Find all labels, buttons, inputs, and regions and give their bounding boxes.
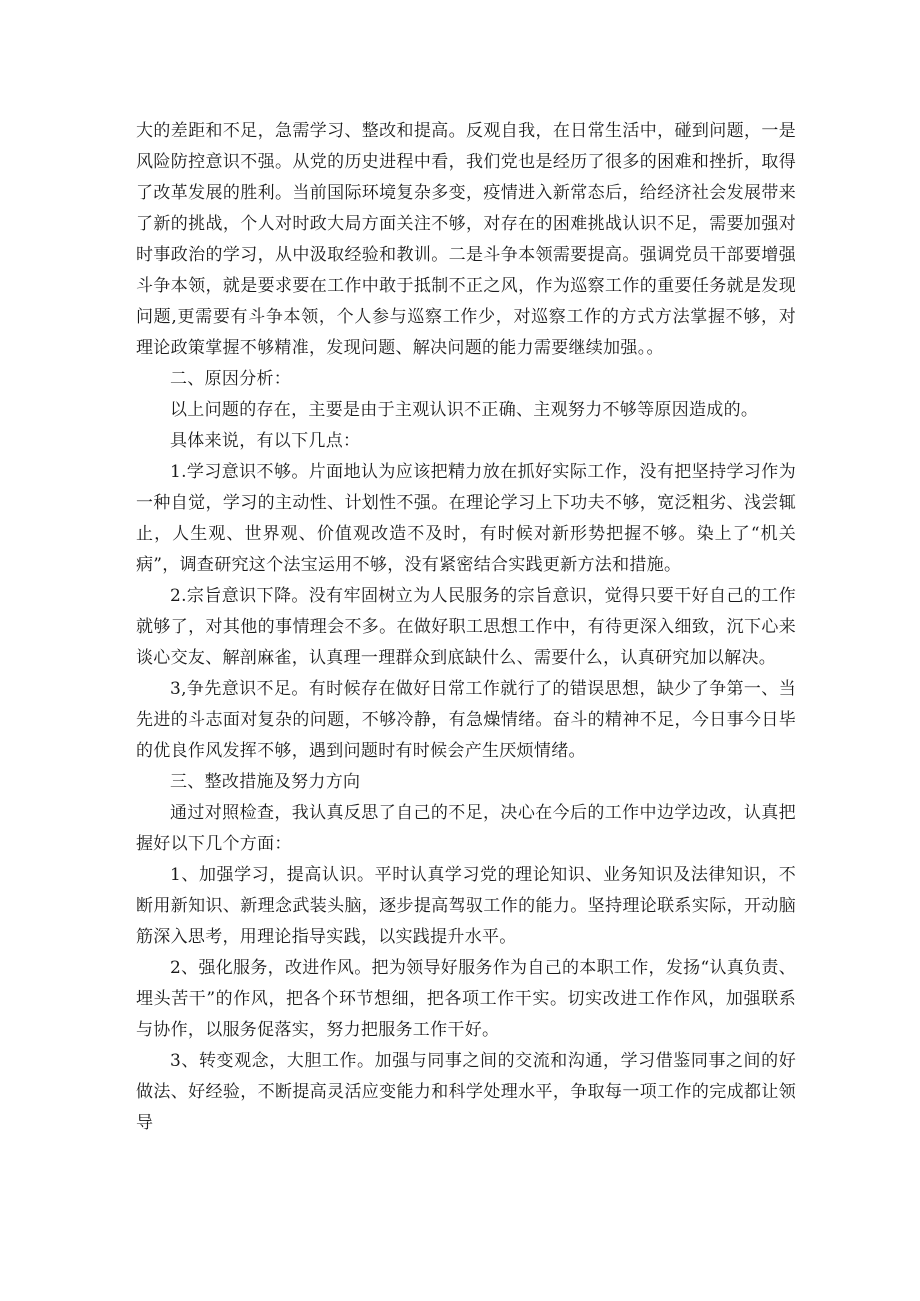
- section-heading-cause-analysis: 二、原因分析：: [170, 369, 292, 389]
- paragraph-striving-awareness: 3,争先意识不足。有时候存在做好日常工作就行了的错误思想，缺少了争第一、当先进的斗志面对复杂的问题，不够冷静，有急燥情绪。奋斗的精神不足，今日事今日毕的优良作风发挥不够，遇到问题时有时候会产生厌烦情绪。: [136, 679, 796, 761]
- paragraph-rectification-intro: 通过对照检查，我认真反思了自己的不足，决心在今后的工作中边学边改，认真把握好以下几个方面：: [136, 803, 796, 854]
- paragraph-strengthen-learning: 1、加强学习，提高认识。平时认真学习党的理论知识、业务知识及法律知识，不断用新知识、新理念武装头脑，逐步提高驾驭工作的能力。坚持理论联系实际，开动脑筋深入思考，用理论指导实践，以实践提升水平。: [136, 865, 796, 947]
- section-heading-rectification: 三、整改措施及努力方向: [170, 772, 361, 792]
- paragraph-learning-awareness: 1.学习意识不够。片面地认为应该把精力放在抓好实际工作，没有把坚持学习作为一种自觉，学习的主动性、计划性不强。在理论学习上下功夫不够，宽泛粗劣、浅尝辄止，人生观、世界观、价值观改造不及时，有时候对新形势把握不够。染上了“机关病”，调查研究这个法宝运用不够，没有紧密结合实践更新方法和措施。: [136, 462, 796, 575]
- paragraph-specifics-intro: 具体来说，有以下几点：: [170, 431, 361, 451]
- paragraph-purpose-awareness: 2.宗旨意识下降。没有牢固树立为人民服务的宗旨意识，觉得只要干好自己的工作就够了，对其他的事情理会不多。在做好职工思想工作中，有待更深入细致，沉下心来谈心交友、解剖麻雀，认真理一理群众到底缺什么、需要什么，认真研究加以解决。: [136, 586, 796, 668]
- paragraph-strengthen-service: 2、强化服务，改进作风。把为领导好服务作为自己的本职工作，发扬“认真负责、埋头苦干”的作风，把各个环节想细，把各项工作干实。切实改进工作作风，加强联系与协作，以服务促落实，努力把服务工作干好。: [136, 958, 796, 1040]
- paragraph-change-mindset: 3、转变观念，大胆工作。加强与同事之间的交流和沟通，学习借鉴同事之间的好做法、好经验，不断提高灵活应变能力和科学处理水平，争取每一项工作的完成都让领导: [136, 1051, 796, 1133]
- paragraph-continuation: 大的差距和不足，急需学习、整改和提高。反观自我，在日常生活中，碰到问题，一是风险防控意识不强。从党的历史进程中看，我们党也是经历了很多的困难和挫折，取得了改革发展的胜利。当前国际环境复杂多变，疫情进入新常态后，给经济社会发展带来了新的挑战，个人对时政大局方面关注不够，对存在的困难挑战认识不足，需要加强对时事政治的学习，从中汲取经验和教训。二是斗争本领需要提高。强调党员干部要增强斗争本领，就是要求要在工作中敢于抵制不正之风，作为巡察工作的重要任务就是发现问题,更需要有斗争本领，个人参与巡察工作少，对巡察工作的方式方法掌握不够，对理论政策掌握不够精准，发现问题、解决问题的能力需要继续加强。。: [136, 121, 796, 358]
- document-page: [136, 116, 796, 1139]
- paragraph-cause-summary: 以上问题的存在，主要是由于主观认识不正确、主观努力不够等原因造成的。: [170, 400, 759, 420]
